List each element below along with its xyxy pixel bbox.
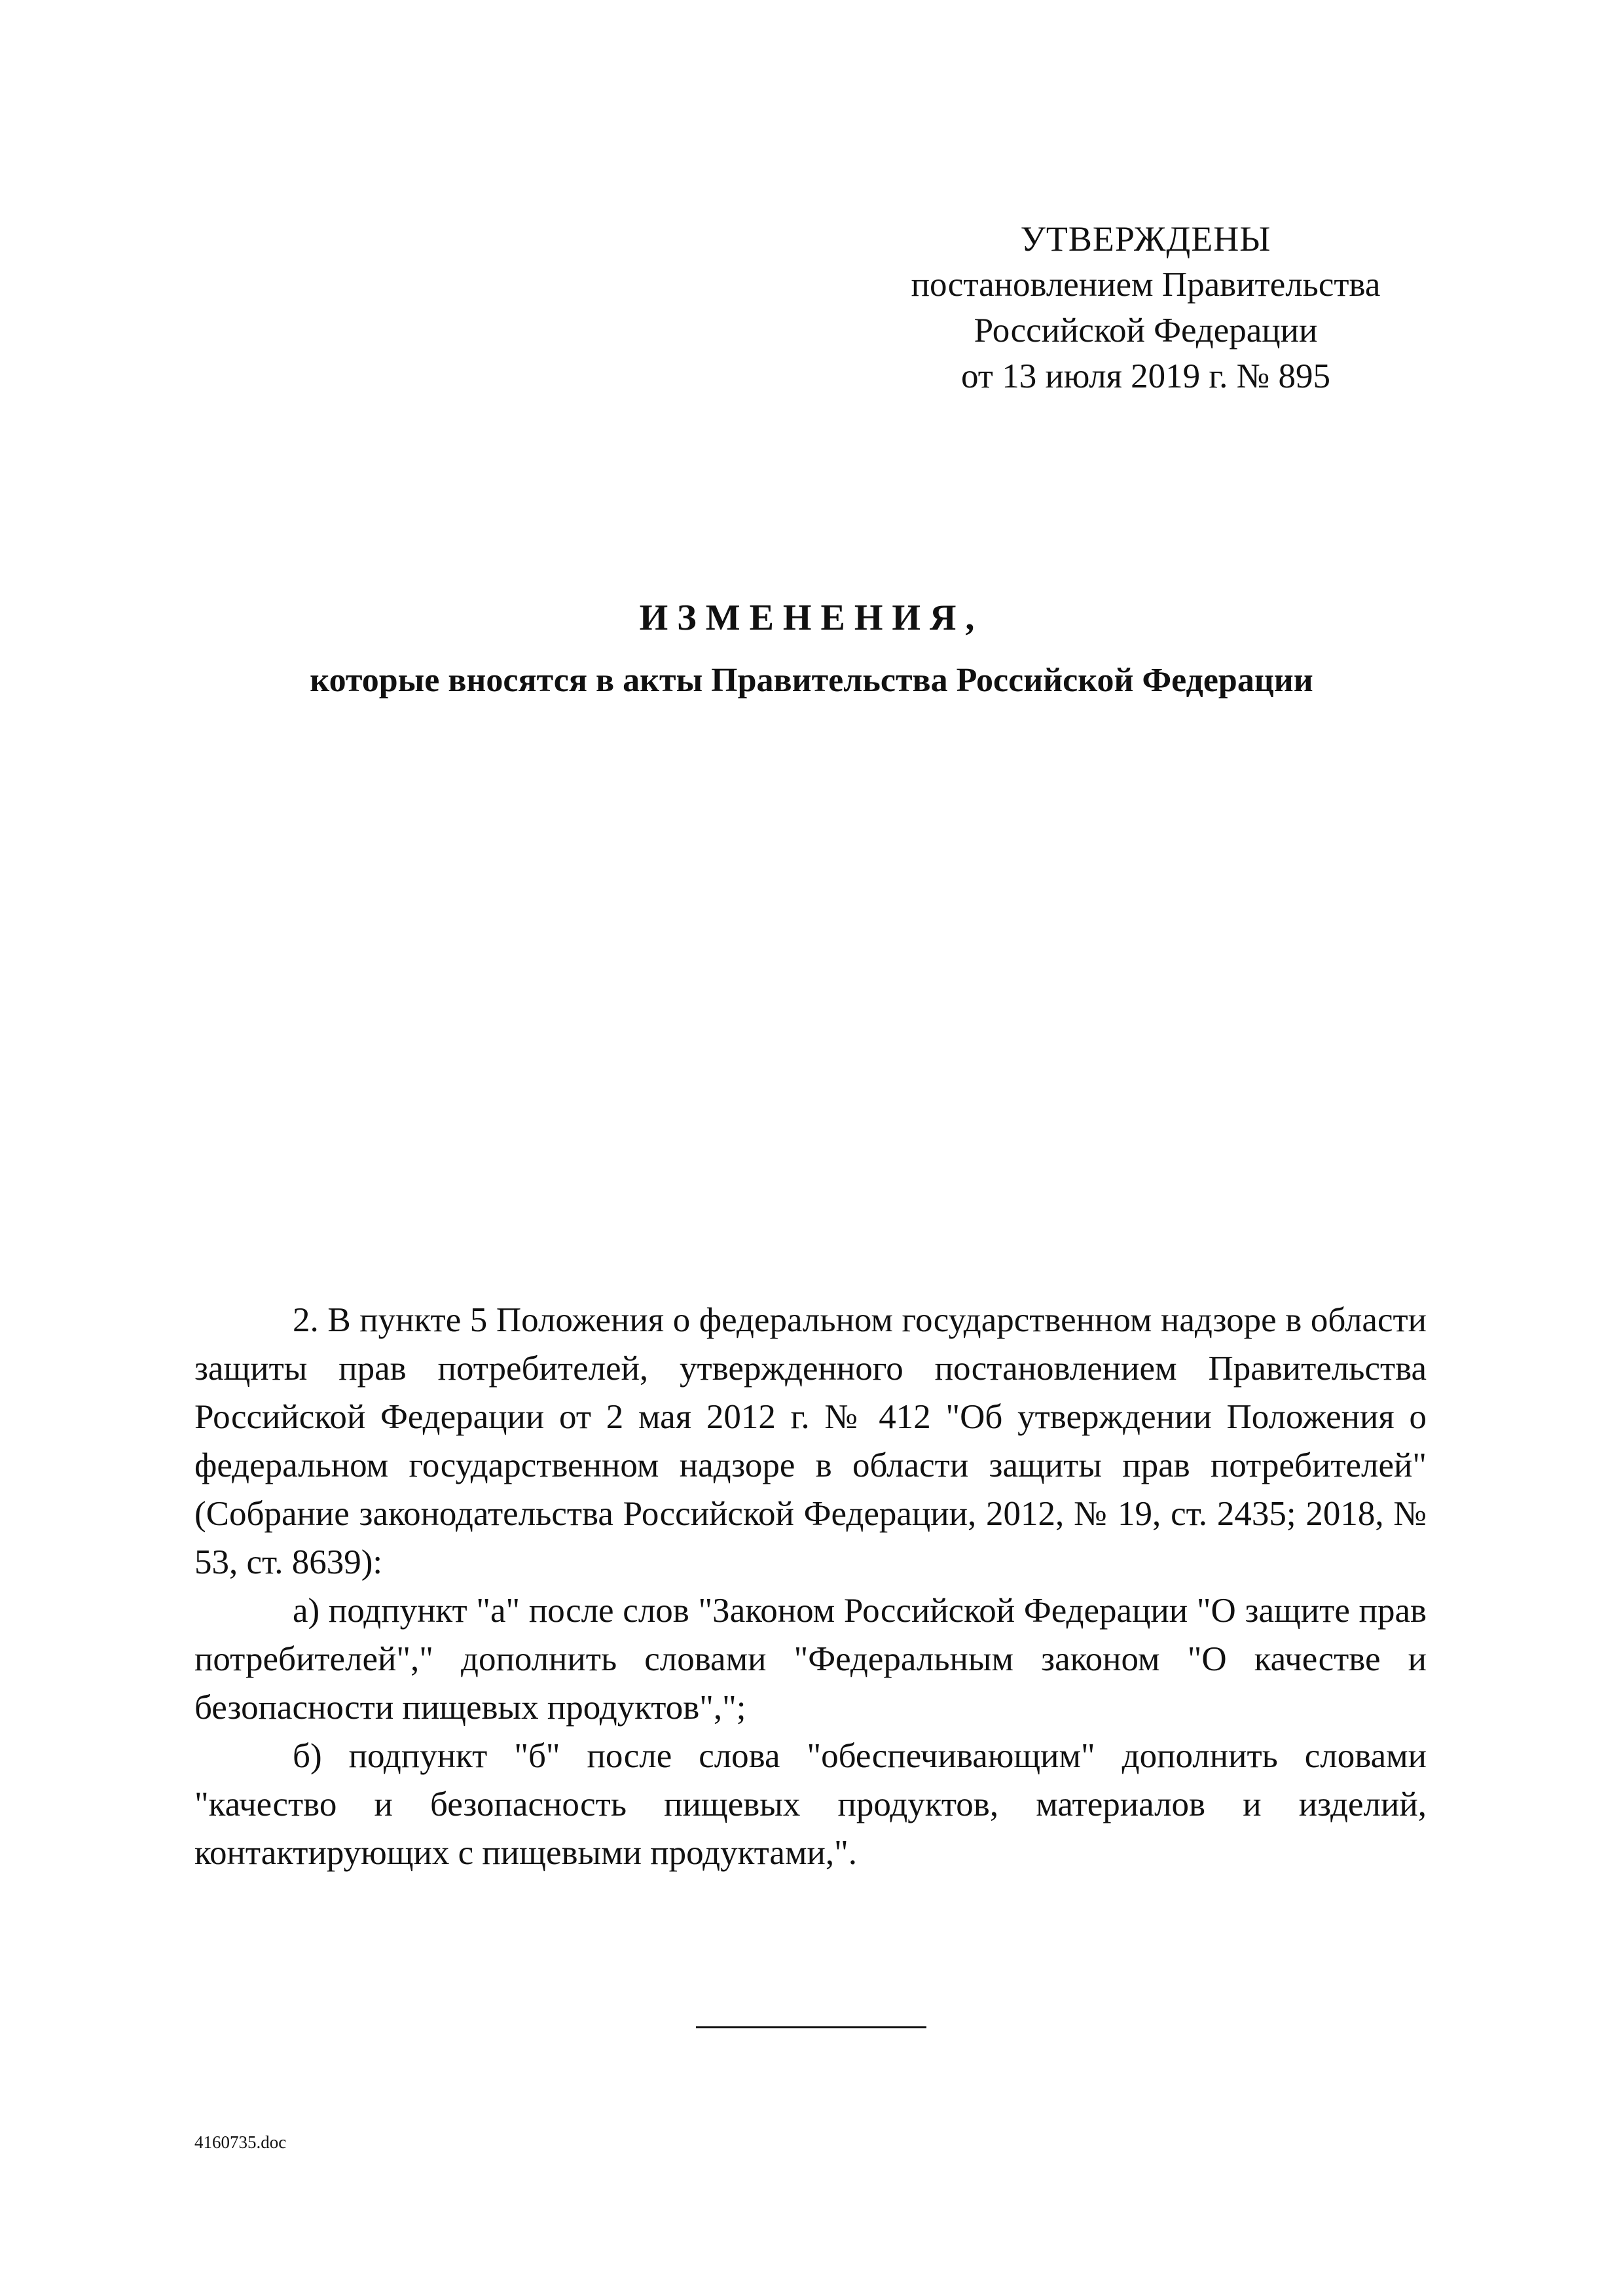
document-code: 4160735.doc <box>194 2132 287 2152</box>
approval-line-3: от 13 июля 2019 г. № 895 <box>960 357 1330 395</box>
document-body <box>194 1296 1427 1877</box>
end-separator-line <box>696 2026 926 2028</box>
approval-line-1: постановлением Правительства <box>911 266 1381 304</box>
approval-title: УТВЕРЖДЕНЫ <box>1020 219 1271 259</box>
subitem-b: б) подпункт "б" после слова "обеспечивающим" дополнить словами "качество и безопасность пищевых продуктов, материалов и изделий, контактирующих с пищевыми продуктами,". <box>194 1737 1427 1872</box>
document-title: ИЗМЕНЕНИЯ, <box>639 598 984 638</box>
approval-block <box>851 216 1440 399</box>
document-subtitle: которые вносятся в акты Правительства Российской Федерации <box>310 662 1313 699</box>
approval-line-2: Российской Федерации <box>974 312 1318 350</box>
paragraph-2: 2. В пункте 5 Положения о федеральном государственном надзоре в области защиты прав потребителей, утвержденного постановлением Правительства Российской Федерации от 2 мая 2012 г. № 412 "Об утверждении Положения о федеральном государственном надзоре в области защиты прав потребителей" (Собрание законодательства Российской Федерации, 2012, № 19, ст. 2435; 2018, № 53, ст. 8639): <box>194 1301 1427 1581</box>
subitem-a: а) подпункт "а" после слов "Законом Российской Федерации "О защите прав потребителей"," дополнить словами "Федеральным законом "О качестве и безопасности пищевых продуктов","; <box>194 1592 1427 1727</box>
